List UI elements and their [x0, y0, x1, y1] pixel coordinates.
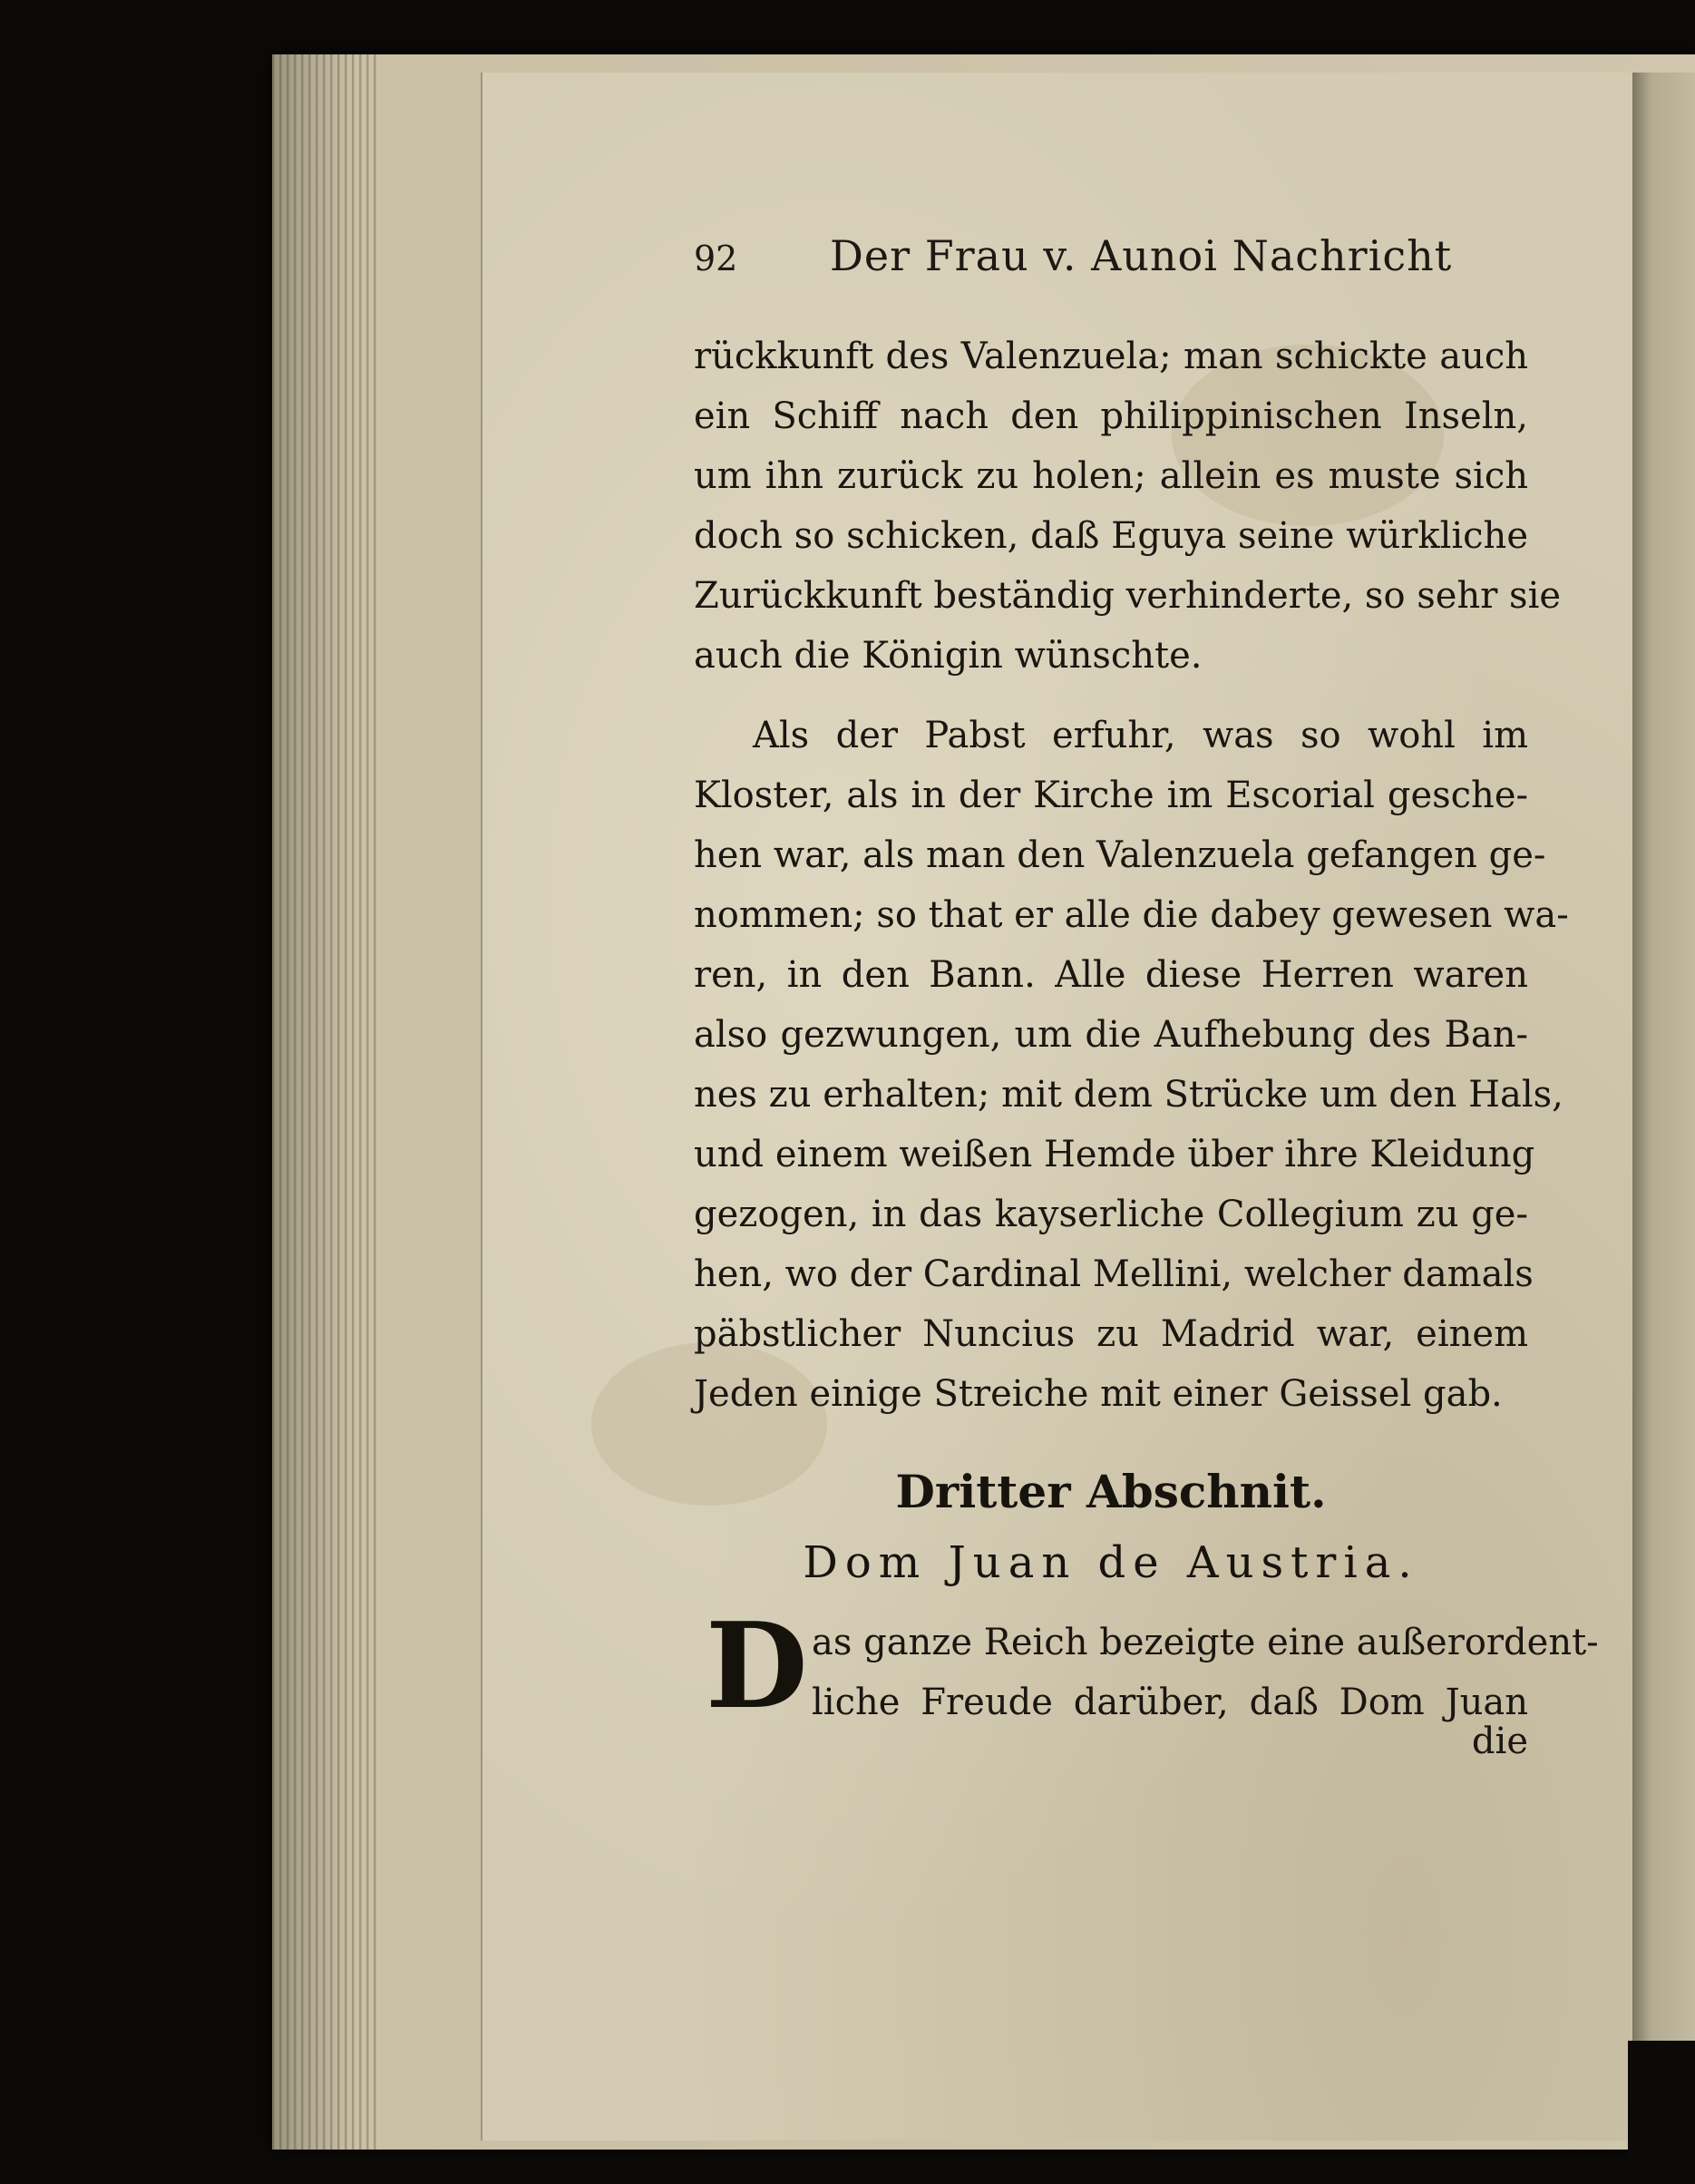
text-line: nes zu erhalten; mit dem Strücke um den Hals, [694, 1074, 1563, 1116]
text-line: gezogen, in das kayserliche Collegium zu ge- [694, 1194, 1528, 1235]
paragraph-3 [812, 1613, 1599, 1732]
text-line: also gezwungen, um die Aufhebung des Ban- [694, 1014, 1528, 1056]
section-heading: Dritter Abschnit. [895, 1465, 1327, 1518]
text-line: as ganze Reich bezeigte eine außerordent- [812, 1622, 1599, 1663]
running-title: Der Frau v. Aunoi Nachricht [830, 231, 1453, 280]
facing-page-edge [1632, 73, 1695, 2140]
text-line: auch die Königin wünschte. [694, 635, 1203, 677]
text-line: rückkunft des Valenzuela; man schickte auch [694, 336, 1528, 377]
text-line: doch so schicken, daß Eguya seine würkliche [694, 515, 1528, 557]
text-line: päbstlicher Nuncius zu Madrid war, einem [694, 1313, 1528, 1355]
paragraph-2 [694, 706, 1569, 1424]
text-line: hen, wo der Cardinal Mellini, welcher damals [694, 1253, 1534, 1295]
text-line: ren, in den Bann. Alle diese Herren waren [694, 954, 1528, 996]
text-line: um ihn zurück zu holen; allein es muste sich [694, 455, 1528, 497]
text-line: Als der Pabst erfuhr, was so wohl im [753, 715, 1528, 756]
background-corner [1628, 2041, 1695, 2184]
catchword: die [1471, 1721, 1528, 1762]
text-line: hen war, als man den Valenzuela gefangen ge- [694, 834, 1546, 876]
text-line: und einem weißen Hemde über ihre Kleidung [694, 1134, 1535, 1175]
text-line: ein Schiff nach den philippinischen Inseln, [694, 395, 1528, 437]
page-edges [272, 54, 381, 2150]
section-subheading: Dom Juan de Austria. [803, 1537, 1419, 1588]
text-line: nommen; so that er alle die dabey gewesen wa- [694, 894, 1569, 936]
paragraph-1 [694, 327, 1562, 686]
text-line: Zurückkunft beständig verhinderte, so sehr sie [694, 575, 1562, 617]
page-header [694, 231, 1453, 295]
text-line: Kloster, als in der Kirche im Escorial gesche- [694, 775, 1528, 816]
text-line: liche Freude darüber, daß Dom Juan [812, 1682, 1528, 1723]
text-line: Jeden einige Streiche mit einer Geissel gab. [694, 1373, 1503, 1415]
page-number: 92 [694, 239, 738, 278]
drop-initial: D [706, 1596, 808, 1735]
